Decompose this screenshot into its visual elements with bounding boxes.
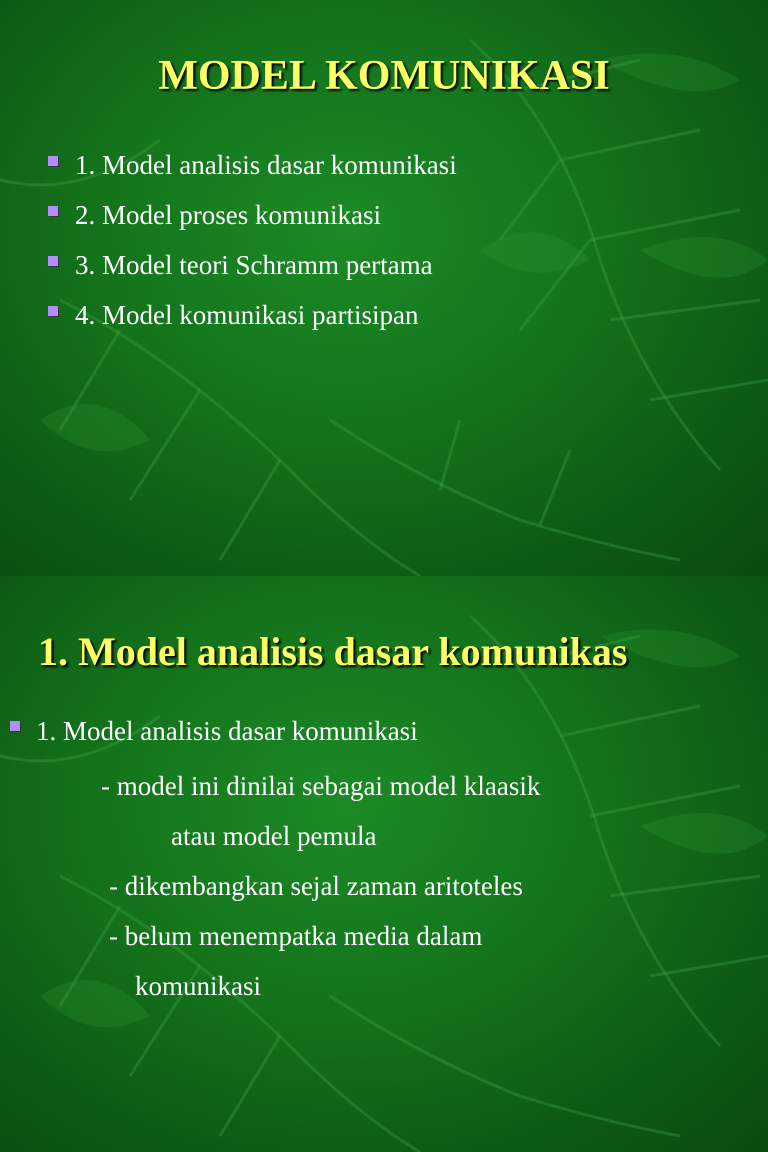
square-bullet-icon bbox=[10, 721, 20, 731]
bullet-text: 1. Model analisis dasar komunikasi bbox=[75, 149, 457, 180]
bullet-list bbox=[10, 716, 418, 747]
list-item bbox=[10, 716, 418, 747]
list-item bbox=[48, 240, 457, 290]
list-item bbox=[48, 140, 457, 190]
square-bullet-icon bbox=[48, 156, 58, 166]
slide-title: MODEL KOMUNIKASI bbox=[158, 53, 610, 99]
sub-line: komunikasi bbox=[135, 971, 261, 1001]
sub-line: - belum menempatka media dalam bbox=[109, 921, 483, 951]
square-bullet-icon bbox=[48, 206, 58, 216]
slide-title: 1. Model analisis dasar komunikas bbox=[38, 629, 628, 674]
bullet-list bbox=[48, 140, 457, 340]
sub-line: - model ini dinilai sebagai model klaasik bbox=[101, 771, 541, 801]
square-bullet-icon bbox=[48, 256, 58, 266]
sub-line: - dikembangkan sejal zaman aritoteles bbox=[109, 871, 523, 901]
list-item bbox=[48, 190, 457, 240]
sub-line: atau model pemula bbox=[171, 821, 377, 851]
square-bullet-icon bbox=[48, 306, 58, 316]
bullet-text: 1. Model analisis dasar komunikasi bbox=[36, 716, 418, 746]
slide-2 bbox=[0, 576, 768, 1152]
bullet-text: 2. Model proses komunikasi bbox=[75, 199, 381, 230]
bullet-text: 3. Model teori Schramm pertama bbox=[75, 249, 433, 280]
bullet-text: 4. Model komunikasi partisipan bbox=[75, 299, 419, 330]
list-item bbox=[48, 290, 457, 340]
